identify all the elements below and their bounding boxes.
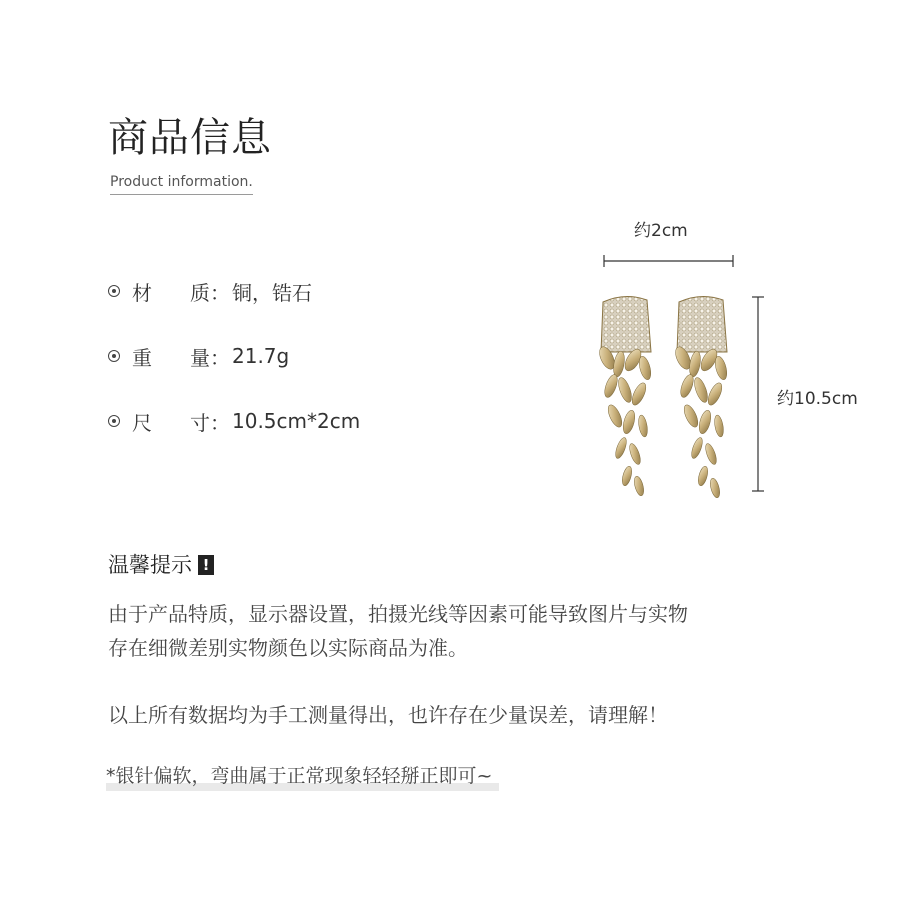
notice-footnote: *银针偏软，弯曲属于正常现象轻轻掰正即可~: [106, 765, 493, 787]
page-subtitle: Product information.: [110, 172, 253, 195]
spec-material: [108, 276, 312, 306]
notice-text-line-3: 以上所有数据均为手工测量得出，也许存在少量误差，请理解！: [108, 703, 668, 727]
target-circle-icon: [108, 285, 120, 297]
spec-value: 铜，锆石: [232, 280, 312, 305]
exclamation-icon: !: [198, 555, 214, 575]
spec-value: 10.5cm*2cm: [232, 409, 361, 433]
earring-product-image: [585, 290, 750, 505]
spec-label-suffix: 质：: [190, 280, 230, 305]
target-circle-icon: [108, 350, 120, 362]
notice-title: [108, 550, 214, 580]
notice-text-line-2: 存在细微差别实物颜色以实际商品为准。: [108, 636, 468, 660]
spec-label-suffix: 量：: [190, 345, 230, 370]
notice-title-text: 温馨提示: [108, 553, 192, 577]
spec-label-suffix: 寸：: [190, 410, 230, 435]
spec-size: [108, 406, 360, 436]
earring-left: [596, 296, 652, 496]
target-circle-icon: [108, 415, 120, 427]
height-dimension-label: 约10.5cm: [777, 389, 858, 409]
spec-weight: [108, 341, 289, 371]
spec-label: 尺: [132, 410, 152, 435]
spec-label: 材: [132, 280, 152, 305]
page-title: 商品信息: [108, 115, 272, 161]
spec-value: 21.7g: [232, 344, 290, 368]
spec-label: 重: [132, 345, 152, 370]
earring-right: [672, 296, 728, 498]
width-dimension-label: 约2cm: [634, 221, 688, 241]
notice-text-line-1: 由于产品特质，显示器设置，拍摄光线等因素可能导致图片与实物: [108, 602, 688, 626]
